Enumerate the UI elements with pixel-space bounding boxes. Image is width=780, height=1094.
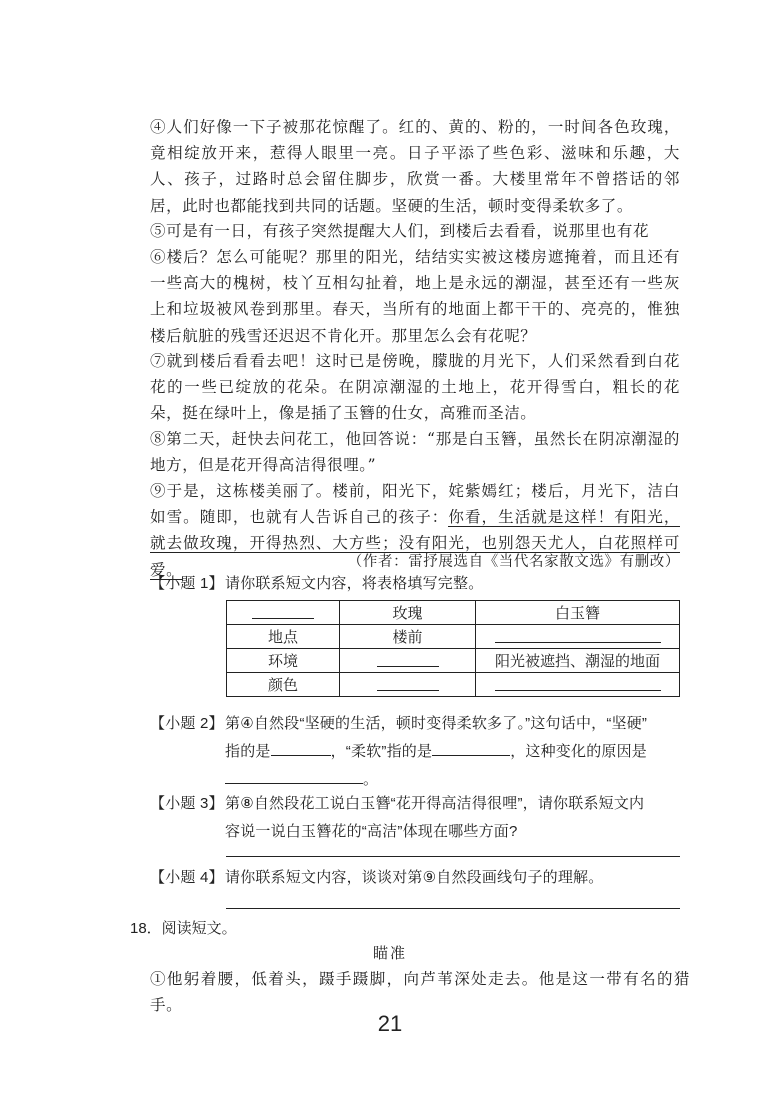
question-3-label: 【小题 3】 (150, 795, 224, 812)
passage-paragraph-6: ⑥楼后？怎么可能呢？那里的阳光，结结实实被这楼房遮掩着，而且还有一些高大的槐树，枝丫互相勾扯着，地上是永远的潮湿，甚至还有一些灰上和垃圾被风卷到那里。春天，当所有的地面上都干干的、亮亮的，惟独楼后航脏的残雪还迟迟不肯化开。那里怎么会有花呢？ (150, 248, 680, 345)
question-18-heading: 18．阅读短文。 (130, 920, 237, 937)
story-paragraph-1: ①他躬着腰，低着头，蹑手蹑脚，向芦苇深处走去。他是这一带有名的猎手。 (150, 970, 690, 1015)
question-1-label: 【小题 1】 (150, 575, 224, 592)
answer-blank-soft[interactable] (432, 739, 510, 756)
rose-color-blank[interactable] (340, 673, 476, 697)
table-header-blank[interactable] (227, 601, 340, 625)
table-row (227, 625, 680, 649)
rose-environment-blank[interactable] (340, 649, 476, 673)
row-label-environment: 环境 (227, 649, 340, 673)
question-3-line-2: 容说一说白玉簪花的“高洁”体现在哪些方面? (225, 823, 518, 840)
question-1 (150, 570, 690, 598)
table-header-row (227, 601, 680, 625)
passage-paragraph-8: ⑧第二天，赶快去问花工，他回答说：“那是白玉簪，虽然长在阴凉潮湿的地方，但是花开得高洁得很哩。” (150, 430, 680, 475)
question-2 (150, 710, 690, 788)
passage-paragraph-5: ⑤可是有一日，有孩子突然提醒大人们，到楼后去看看，说那里也有花 (150, 222, 650, 240)
answer-table (226, 600, 680, 697)
row-label-color: 颜色 (227, 673, 340, 697)
rose-location: 楼前 (340, 625, 476, 649)
page-number: 21 (377, 1011, 403, 1036)
answer-blank-reason[interactable] (225, 767, 363, 784)
question-2-label: 【小题 2】 (150, 715, 224, 732)
passage-paragraph-7: ⑦就到楼后看看去吧！这时已是傍晚，朦胧的月光下，人们采然看到白花花的一些已绽放的花朵。在阴凉潮湿的土地上，花开得雪白，粗长的花朵，挺在绿叶上，像是插了玉簪的仕女，高雅而圣洁。 (150, 352, 680, 423)
table-row (227, 649, 680, 673)
answer-line-question-3[interactable] (226, 856, 680, 857)
question-3-line-1: 第⑧自然段花工说白玉簪“花开得高洁得很哩”，请你联系短文内 (225, 795, 645, 812)
question-2-part-4: ，这种变化的原因是 (510, 743, 648, 760)
answer-blank-hard[interactable] (271, 739, 331, 756)
question-4-label: 【小题 4】 (150, 869, 224, 886)
table-header-jade: 白玉簪 (476, 601, 680, 625)
passage-paragraph-4: ④人们好像一下子被那花惊醒了。红的、黄的、粉的，一时间各色玫瑰，竟相绽放开来，惹得人眼里一亮。日子平添了些色彩、滋味和乐趣，大人、孩子，过路时总会留住脚步，欣赏一番。大楼里常年不曾搭话的邻居，此时也都能找到共同的话题。坚硬的生活，顿时变得柔软多了。 (150, 118, 680, 215)
story-title: 瞄准 (372, 944, 407, 962)
question-2-text (225, 710, 695, 794)
jade-location-blank[interactable] (476, 625, 680, 649)
question-1-text: 请你联系短文内容，将表格填写完整。 (225, 575, 484, 592)
question-2-part-5: 。 (363, 771, 379, 788)
jade-color-blank[interactable] (476, 673, 680, 697)
row-label-location: 地点 (227, 625, 340, 649)
jade-environment: 阳光被遮挡、潮湿的地面 (476, 649, 680, 673)
question-3-text (225, 790, 695, 846)
question-2-part-3: ，“柔软”指的是 (330, 743, 433, 760)
table-row (227, 673, 680, 697)
passage-source: （作者：雷抒展选自《当代名家散文选》有删改） (347, 554, 680, 570)
question-4 (150, 864, 690, 892)
paragraph-9-text: ⑨于是，这栋楼美丽了。楼前，阳光下，姹紫嫣红；楼后，月光下，洁白如雪。随即，也就有人告诉自己的孩子： (150, 482, 680, 527)
question-3 (150, 790, 690, 840)
answer-line-question-4[interactable] (226, 908, 680, 909)
underlined-sentence: 你看，生活就是这样！有阳光，就去做玫瑰，开得热烈、大方些；没有阳光，也别怨天尤人，白花照样可爱。 (150, 508, 680, 579)
question-4-text: 请你联系短文内容，谈谈对第⑨自然段画线句子的理解。 (225, 869, 604, 886)
question-2-part-2: 指的是 (225, 743, 271, 760)
table-header-rose: 玫瑰 (340, 601, 476, 625)
question-2-line-1: 第④自然段“坚硬的生活，顿时变得柔软多了。”这句话中，“坚硬” (225, 715, 648, 732)
